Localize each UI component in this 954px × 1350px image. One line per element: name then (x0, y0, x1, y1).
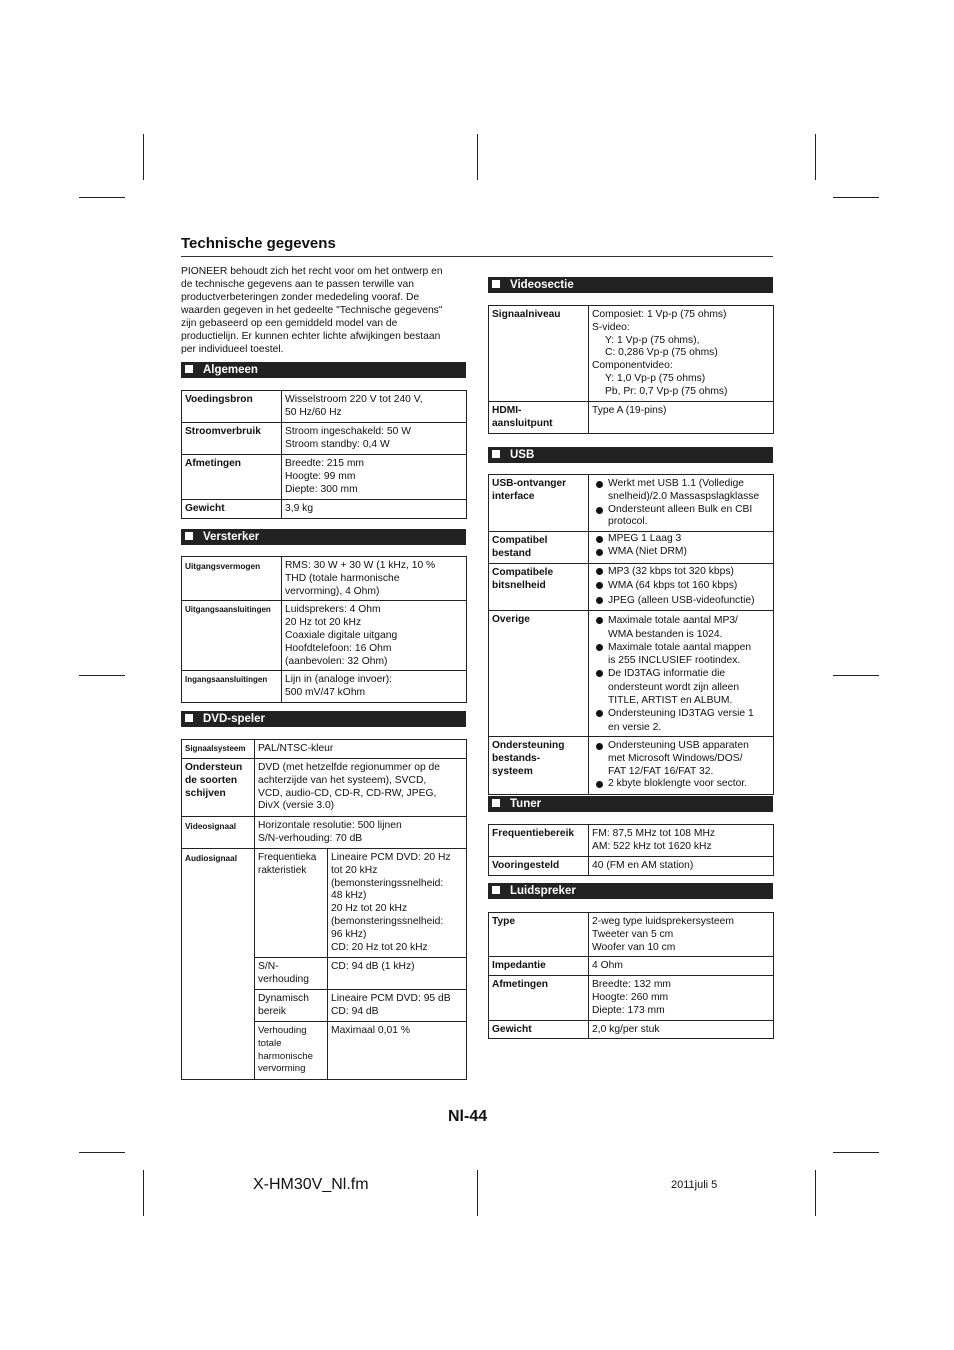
spec-key: Signaalsysteem (182, 740, 255, 759)
square-bullet-icon (492, 799, 500, 807)
section-header-dvd-speler (181, 711, 466, 727)
key-line: Ondersteuning (492, 739, 565, 751)
value-line: Lineaire PCM DVD: 20 Hz (331, 852, 451, 863)
value-line: Hoofdtelefoon: 16 Ohm (285, 642, 392, 654)
spec-key: Afmetingen (182, 455, 282, 500)
spec-value (589, 306, 774, 402)
value-line: Maximale totale aantal mappen (608, 641, 752, 653)
value-line: Y: 1 Vp-p (75 ohms), (605, 334, 700, 346)
videosectie-table (488, 305, 774, 434)
label-line: verhouding (258, 973, 309, 985)
spec-value (589, 736, 774, 794)
crop-mark (477, 1170, 478, 1216)
spec-value (328, 990, 467, 1022)
spec-value: Type A (19-pins) (589, 402, 774, 434)
value-line: THD (totale harmonische (285, 572, 400, 584)
value-line: De ID3TAG informatie die (608, 668, 726, 680)
spec-value (589, 825, 774, 857)
spec-key (489, 475, 589, 532)
intro-line: productverbeteringen zonder mededeling vooraf. De (181, 292, 420, 303)
spec-value (589, 611, 774, 737)
value-line: vervorming), 4 Ohm) (285, 585, 380, 597)
value-line: C: 0,286 Vp-p (75 ohms) (605, 347, 718, 359)
bullet-item (592, 707, 770, 734)
value-line: 20 Hz tot 20 kHz (331, 903, 408, 915)
value-line: Hoogte: 260 mm (592, 991, 669, 1003)
spec-value (282, 601, 467, 671)
value-line: Werkt met USB 1.1 (Volledige (608, 478, 745, 489)
dvd-table (181, 739, 467, 1080)
key-line: HDMI- (492, 405, 522, 416)
section-header-algemeen (181, 362, 466, 378)
table-row (489, 475, 774, 532)
key-line: Ondersteun (185, 762, 243, 773)
value-line: Pb, Pr: 0,7 Vp-p (75 ohms) (605, 385, 728, 397)
value-line: 2-weg type luidsprekersysteem (592, 916, 734, 927)
spec-key: Voedingsbron (182, 391, 282, 423)
label-line: Verhouding (258, 1025, 307, 1036)
value-line: Ondersteuning ID3TAG versie 1 (608, 708, 754, 720)
table-row (182, 601, 467, 671)
spec-value (589, 532, 774, 564)
value-line: CD: 20 Hz tot 20 kHz (331, 941, 428, 953)
key-line: bestand (492, 547, 532, 559)
value-line: Luidsprekers: 4 Ohm (285, 604, 381, 616)
value-line: DivX (versie 3.0) (258, 800, 335, 812)
value-line: is 255 INCLUSIEF rootindex. (608, 655, 741, 667)
spec-key: Videosignaal (182, 817, 255, 849)
value-line: met Microsoft Windows/DOS/ (608, 752, 743, 764)
key-line: interface (492, 490, 535, 502)
value-line: (bemonsteringssnelheid: (331, 877, 444, 889)
table-row (489, 1020, 774, 1039)
section-title: Luidspreker (510, 885, 576, 897)
bullet-item (592, 478, 770, 504)
spec-key (182, 759, 255, 817)
table-row (489, 825, 774, 857)
value-line: S/N-verhouding: 70 dB (258, 832, 363, 844)
value-line: 500 mV/47 kOhm (285, 687, 366, 699)
key-line: Compatibel (492, 535, 548, 547)
spec-value (255, 759, 467, 817)
value-line: achterzijde van het systeem), SVCD, (258, 774, 427, 786)
spec-value (589, 913, 774, 957)
spec-key: Ingangsaansluitingen (182, 671, 282, 703)
crop-mark (833, 675, 879, 676)
crop-mark (477, 134, 478, 180)
spec-key: Stroomverbruik (182, 423, 282, 455)
spec-value (282, 391, 467, 423)
spec-key (489, 402, 589, 434)
key-line: Compatibele (492, 566, 554, 578)
square-bullet-icon (185, 714, 193, 722)
spec-key: Signaalniveau (489, 306, 589, 402)
bullet-item: JPEG (alleen USB-videofunctie) (592, 594, 770, 609)
spec-key (489, 532, 589, 564)
spec-value (589, 976, 774, 1020)
section-header-tuner (488, 796, 773, 812)
crop-mark (143, 134, 144, 180)
label-line: Dynamisch (258, 993, 309, 1004)
spec-key: Type (489, 913, 589, 957)
sub-label (255, 990, 328, 1022)
intro-paragraph (181, 265, 465, 356)
title-rule (181, 256, 773, 257)
tuner-table (488, 824, 774, 876)
value-line: CD: 94 dB (331, 1005, 379, 1017)
value-line: Stroom ingeschakeld: 50 W (285, 426, 411, 437)
spec-key (489, 736, 589, 794)
sub-label (255, 958, 328, 990)
value-line: (aanbevolen: 32 Ohm) (285, 655, 388, 667)
spec-value: 3,9 kg (282, 500, 467, 519)
value-line: Diepte: 173 mm (592, 1004, 665, 1016)
spec-value (255, 817, 467, 849)
footer-filename: X-HM30V_Nl.fm (253, 1176, 369, 1193)
section-title: Algemeen (203, 364, 258, 376)
value-line: 50 Hz/60 Hz (285, 406, 342, 418)
key-line: de soorten (185, 774, 238, 786)
crop-mark (79, 197, 125, 198)
spec-value (282, 423, 467, 455)
square-bullet-icon (185, 532, 193, 540)
bullet-item: WMA (Niet DRM) (592, 546, 770, 559)
value-line: Composiet: 1 Vp-p (75 ohms) (592, 309, 727, 320)
value-line: Breedte: 132 mm (592, 979, 671, 991)
table-row (489, 736, 774, 794)
value-line: Y: 1,0 Vp-p (75 ohms) (605, 372, 706, 384)
spec-key: Audiosignaal (182, 849, 255, 1080)
spec-key: Gewicht (489, 1020, 589, 1039)
intro-line: waarden gegeven in het gedeelte "Technische gegevens" (181, 305, 443, 316)
table-row (182, 500, 467, 519)
table-row (489, 563, 774, 611)
spec-key: Overige (489, 611, 589, 737)
crop-mark (833, 197, 879, 198)
crop-mark (815, 1170, 816, 1216)
spec-key: Vooringesteld (489, 856, 589, 875)
spec-key: Uitgangsaansluitingen (182, 601, 282, 671)
value-line: Ondersteuning USB apparaten (608, 739, 749, 751)
value-line: en versie 2. (608, 721, 662, 733)
versterker-table (181, 556, 467, 703)
section-header-luidspreker (488, 883, 773, 899)
bullet-item (592, 504, 770, 530)
table-row (182, 849, 467, 958)
label-line: rakteristiek (258, 864, 307, 876)
table-row (182, 671, 467, 703)
spec-key: Impedantie (489, 957, 589, 976)
value-line: Woofer van 10 cm (592, 941, 676, 953)
table-row (182, 557, 467, 601)
value-line: FAT 12/FAT 16/FAT 32. (608, 765, 714, 777)
table-row (489, 957, 774, 976)
value-line: WMA bestanden is 1024. (608, 628, 723, 640)
spec-value: PAL/NTSC-kleur (255, 740, 467, 759)
value-line: FM: 87,5 MHz tot 108 MHz (592, 828, 716, 839)
crop-mark (79, 675, 125, 676)
bullet-item (592, 778, 770, 791)
bullet-item: MP3 (32 kbps tot 320 kbps) (592, 565, 770, 580)
bullet-item (592, 641, 770, 668)
label-line: harmonische (258, 1050, 313, 1062)
spec-value: CD: 94 dB (1 kHz) (328, 958, 467, 990)
algemeen-table (181, 390, 467, 519)
spec-key: Gewicht (182, 500, 282, 519)
value-line: Diepte: 300 mm (285, 483, 358, 495)
table-row (489, 976, 774, 1020)
table-row (489, 402, 774, 434)
value-line: Lijn in (analoge invoer): (285, 674, 393, 686)
spec-value (282, 455, 467, 500)
spec-value (282, 557, 467, 601)
value-line: 96 kHz) (331, 928, 367, 940)
intro-line: productielijn. Er kunnen echter lichte afwijkingen bestaan (181, 331, 441, 342)
table-row (182, 391, 467, 423)
section-title: Videosectie (510, 279, 574, 291)
table-row (489, 611, 774, 737)
value-line: ondersteunt wordt zijn alleen (608, 681, 740, 693)
spec-value: Maximaal 0,01 % (328, 1022, 467, 1080)
key-line: aansluitpunt (492, 417, 553, 429)
intro-line: per individueel toestel. (181, 344, 284, 355)
label-line: S/N- (258, 961, 279, 972)
value-line: Stroom standby: 0,4 W (285, 438, 390, 450)
value-line: VCD, audio-CD, CD-R, CD-RW, JPEG, (258, 787, 437, 799)
table-row (182, 759, 467, 817)
value-line: Wisselstroom 220 V tot 240 V, (285, 394, 423, 405)
value-line: S-video: (592, 321, 630, 333)
spec-value: 4 Ohm (589, 957, 774, 976)
intro-line: de technische gegevens aan te passen terwille van (181, 279, 414, 290)
value-line: Coaxiale digitale uitgang (285, 629, 398, 641)
value-line: Lineaire PCM DVD: 95 dB (331, 993, 451, 1004)
spec-key: Afmetingen (489, 976, 589, 1020)
value-line: 48 kHz) (331, 890, 367, 902)
crop-mark (815, 134, 816, 180)
square-bullet-icon (492, 450, 500, 458)
luidspreker-table (488, 912, 774, 1039)
section-header-usb (488, 447, 773, 463)
table-row (489, 306, 774, 402)
usb-table (488, 474, 774, 795)
key-line: bestands- (492, 752, 541, 764)
crop-mark (833, 1152, 879, 1153)
footer-date: 2011juli 5 (671, 1179, 718, 1191)
value-line: snelheid)/2.0 Massaspslagklasse (608, 490, 760, 502)
value-line: 20 Hz tot 20 kHz (285, 617, 362, 629)
bullet-item (592, 614, 770, 641)
key-line: USB-ontvanger (492, 478, 567, 489)
key-line: bitsnelheid (492, 579, 546, 591)
key-line: schijven (185, 787, 226, 799)
key-line: systeem (492, 765, 533, 777)
section-header-versterker (181, 529, 466, 545)
label-line: totale (258, 1037, 282, 1049)
table-row (489, 532, 774, 564)
value-line: Componentvideo: (592, 360, 673, 372)
value-line: TITLE, ARTIST en ALBUM. (608, 695, 733, 707)
value-line: Maximale totale aantal MP3/ (608, 615, 738, 627)
table-row (182, 455, 467, 500)
bullet-item: WMA (64 kbps tot 160 kbps) (592, 579, 770, 594)
intro-line: zijn gebaseerd op een gemiddeld model van de (181, 318, 398, 329)
bullet-item (592, 740, 770, 778)
spec-key (489, 563, 589, 611)
value-line: 2 kbyte bloklengte voor sector. (608, 778, 748, 790)
intro-line: PIONEER behoudt zich het recht voor om het ontwerp en (181, 266, 443, 277)
section-title: DVD-speler (203, 713, 265, 725)
section-title: Versterker (203, 531, 260, 543)
value-line: Ondersteunt alleen Bulk en CBI (608, 503, 753, 515)
label-line: bereik (258, 1005, 287, 1017)
spec-value: 40 (FM en AM station) (589, 856, 774, 875)
bullet-item: MPEG 1 Laag 3 (592, 533, 770, 546)
spec-key: Frequentiebereik (489, 825, 589, 857)
table-row (489, 913, 774, 957)
value-line: Breedte: 215 mm (285, 458, 364, 469)
table-row (489, 856, 774, 875)
table-row (182, 423, 467, 455)
spec-value (589, 475, 774, 532)
crop-mark (79, 1152, 125, 1153)
bullet-item (592, 667, 770, 707)
spec-value (589, 563, 774, 611)
sub-label (255, 1022, 328, 1080)
table-row (182, 817, 467, 849)
value-line: (bemonsteringssnelheid: (331, 915, 444, 927)
spec-value (282, 671, 467, 703)
table-row (182, 740, 467, 759)
crop-mark (143, 1170, 144, 1216)
square-bullet-icon (185, 365, 193, 373)
spec-key: Uitgangsvermogen (182, 557, 282, 601)
section-title: USB (510, 449, 535, 461)
spec-value: 2,0 kg/per stuk (589, 1020, 774, 1039)
sub-label (255, 849, 328, 958)
label-line: vervorming (258, 1063, 306, 1075)
label-line: Frequentieka (258, 852, 317, 863)
square-bullet-icon (492, 886, 500, 894)
value-line: Horizontale resolutie: 500 lijnen (258, 820, 402, 831)
section-header-videosectie (488, 277, 773, 293)
value-line: tot 20 kHz (331, 864, 378, 876)
value-line: protocol. (608, 516, 648, 528)
value-line: Hoogte: 99 mm (285, 470, 356, 482)
value-line: DVD (met hetzelfde regionummer op de (258, 762, 440, 773)
value-line: Tweeter van 5 cm (592, 928, 674, 940)
square-bullet-icon (492, 280, 500, 288)
page-title: Technische gegevens (181, 235, 336, 252)
section-title: Tuner (510, 798, 542, 810)
spec-value (328, 849, 467, 958)
page-number: Nl-44 (448, 1108, 488, 1125)
value-line: AM: 522 kHz tot 1620 kHz (592, 840, 712, 852)
value-line: RMS: 30 W + 30 W (1 kHz, 10 % (285, 560, 436, 571)
